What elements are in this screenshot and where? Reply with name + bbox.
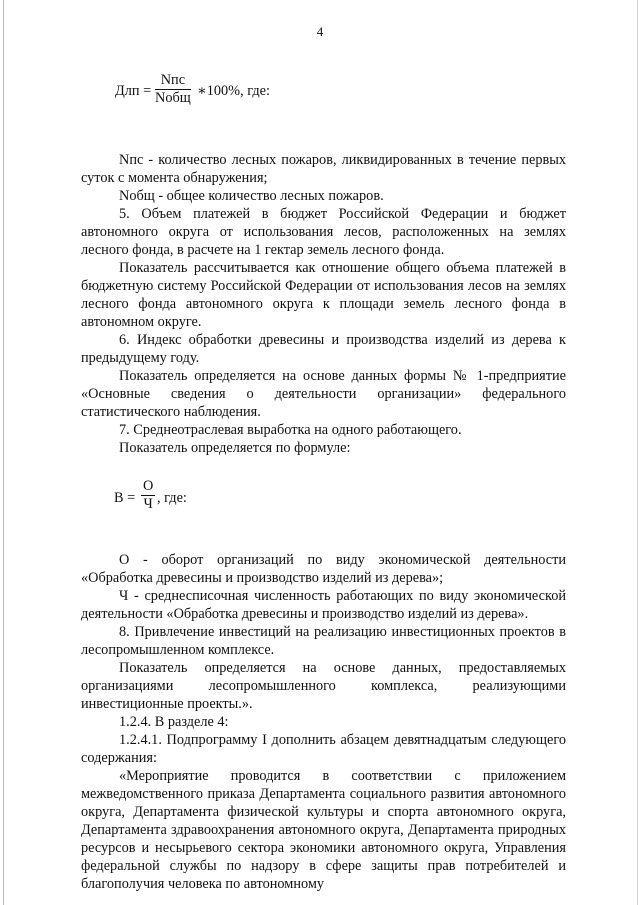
formula-fire-share — [115, 72, 566, 112]
paragraph: 5. Объем платежей в бюджет Российской Федерации и бюджет автономного округа от использования лесов, расположенных на землях лесного фонда, в расчете на 1 гектар земель лесного фонда. — [81, 206, 566, 258]
paragraph: Ч - среднесписочная численность работающих по виду экономической деятельности «Обработка древесины и производство изделий из дерева». — [81, 588, 566, 622]
document-body — [81, 72, 566, 893]
formula2-denominator: Ч — [143, 496, 153, 512]
scan-edge-left — [3, 0, 4, 905]
paragraph: 6. Индекс обработки древесины и производства изделий из дерева к предыдущему году. — [81, 332, 566, 366]
formula2-fraction — [141, 478, 155, 513]
paragraph: 7. Среднеотраслевая выработка на одного работающего. — [119, 422, 462, 438]
paragraph: Nпс - количество лесных пожаров, ликвидированных в течение первых суток с момента обнаружения; — [81, 152, 566, 186]
paragraph: 8. Привлечение инвестиций на реализацию инвестиционных проектов в лесопромышленном комплексе. — [81, 624, 566, 658]
formula-numerator: Nпс — [155, 72, 191, 90]
formula-tail: ∗100%, где: — [197, 83, 270, 99]
paragraph: Показатель определяется по формуле: — [119, 440, 351, 456]
paragraph: 1.2.4. В разделе 4: — [119, 714, 229, 730]
paragraph: 1.2.4.1. Подпрограмму I дополнить абзацем девятнадцатым следующего содержания: — [81, 732, 566, 766]
formula-output-per-worker — [114, 478, 566, 520]
formula-lhs: Длп = — [115, 83, 152, 99]
paragraph-group-b — [81, 551, 566, 893]
paragraph: Показатель определяется на основе данных, предоставляемых организациями лесопромышленного комплекса, реализующими инвестиционные проекты.». — [81, 660, 566, 712]
formula2-numerator: О — [143, 478, 154, 494]
formula-fraction — [155, 72, 191, 107]
page-number: 4 — [316, 24, 324, 39]
paragraph: Показатель определяется на основе данных формы № 1-предприятие «Основные сведения о деятельности организации» федерального статистического наблюдения. — [81, 368, 566, 420]
formula-denominator: Nобщ — [155, 90, 191, 106]
scan-edge-right — [637, 0, 638, 905]
formula2-lhs: В = — [114, 490, 136, 506]
paragraph: Nобщ - общее количество лесных пожаров. — [119, 188, 384, 204]
paragraph: О - оборот организаций по виду экономической деятельности «Обработка древесины и производство изделий из дерева»; — [81, 552, 566, 586]
formula2-tail: , где: — [157, 490, 187, 506]
paragraph-group-a — [81, 151, 566, 457]
paragraph: Показатель рассчитывается как отношение общего объема платежей в бюджетную систему Российской Федерации от использования лесов на землях лесного фонда автономного округа к площади земель лесного фонда в автономном округе. — [81, 260, 566, 330]
paragraph: «Мероприятие проводится в соответствии с приложением межведомственного приказа Департамента социального развития автономного округа, Департамента физической культуры и спорта автономного округа, Департамента здравоохранения автономного округа, Департамента природных ресурсов и несырьевого сектора экономики автономного округа, Управления федеральной службы по надзору в сфере защиты прав потребителей и благополучия человека по автономному — [81, 768, 566, 892]
